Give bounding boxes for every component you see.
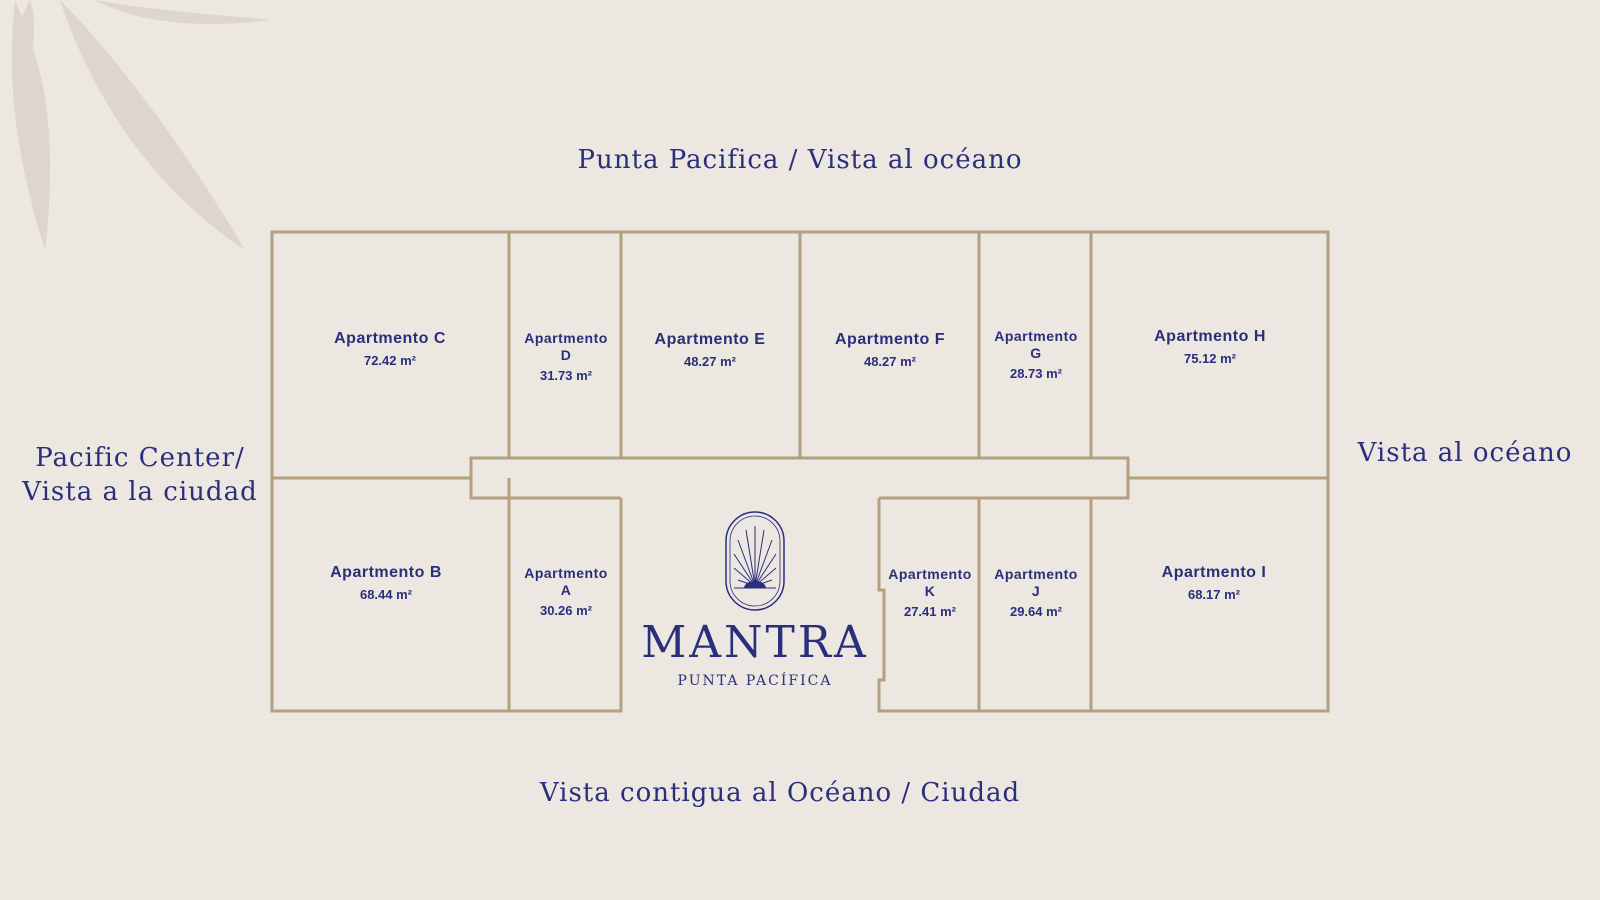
apartment-h-name: Apartmento H [1154, 328, 1266, 345]
apartment-d-label [511, 330, 621, 386]
mantra-logo-text: MANTRA [641, 617, 869, 668]
apartment-b-label [286, 563, 486, 605]
wall-corridor [471, 458, 1128, 498]
apartment-g-label [981, 328, 1091, 384]
apartment-k-label [881, 566, 979, 622]
apartment-f-name: Apartmento F [835, 331, 945, 348]
apartment-e-label [625, 330, 795, 372]
apartment-c-label [290, 329, 490, 371]
apartment-k-area: 27.41 m² [903, 604, 957, 619]
apartment-a-area: 30.26 m² [539, 603, 593, 618]
apartment-e-name: Apartmento E [654, 331, 766, 348]
apartment-g-name-line1: Apartmento [994, 328, 1078, 344]
apartment-d-area: 31.73 m² [539, 368, 593, 383]
apartment-i-area: 68.17 m² [1187, 587, 1241, 602]
apartment-i-label [1114, 563, 1314, 605]
apartment-a-name-line1: Apartmento [524, 565, 608, 581]
apartment-c-name: Apartmento C [334, 330, 446, 347]
apartment-h-area: 75.12 m² [1183, 351, 1237, 366]
apartment-c-area: 72.42 m² [363, 353, 417, 368]
view-label-left-line2: Vista a la ciudad [22, 477, 258, 507]
apartment-j-area: 29.64 m² [1009, 604, 1063, 619]
apartment-j-name-line2: J [1031, 583, 1041, 599]
apartment-i-name: Apartmento I [1161, 564, 1267, 581]
mantra-logo-subtitle: PUNTA PACÍFICA [677, 673, 833, 689]
apartment-a-label [511, 565, 621, 621]
apartment-e-area: 48.27 m² [683, 354, 737, 369]
apartment-d-name-line1: Apartmento [524, 330, 608, 346]
apartment-b-name: Apartmento B [330, 564, 442, 581]
apartment-h-label [1110, 327, 1310, 369]
apartment-j-label [981, 566, 1091, 622]
apartment-g-name-line2: G [1030, 345, 1042, 361]
view-label-bottom: Vista contigua al Océano / Ciudad [539, 778, 1021, 808]
apartment-f-area: 48.27 m² [863, 354, 917, 369]
view-label-right: Vista al océano [1357, 438, 1573, 468]
apartment-f-label [805, 330, 975, 372]
apartment-d-name-line2: D [560, 347, 572, 363]
apartment-k-name-line1: Apartmento [888, 566, 972, 582]
apartment-k-name-line2: K [924, 583, 936, 599]
mantra-logo-icon [724, 510, 786, 612]
apartment-g-area: 28.73 m² [1009, 366, 1063, 381]
apartment-a-name-line2: A [560, 582, 572, 598]
apartment-j-name-line1: Apartmento [994, 566, 1078, 582]
apartment-b-area: 68.44 m² [359, 587, 413, 602]
view-label-top: Punta Pacifica / Vista al océano [577, 145, 1023, 175]
view-label-left-line1: Pacific Center/ [35, 443, 245, 473]
